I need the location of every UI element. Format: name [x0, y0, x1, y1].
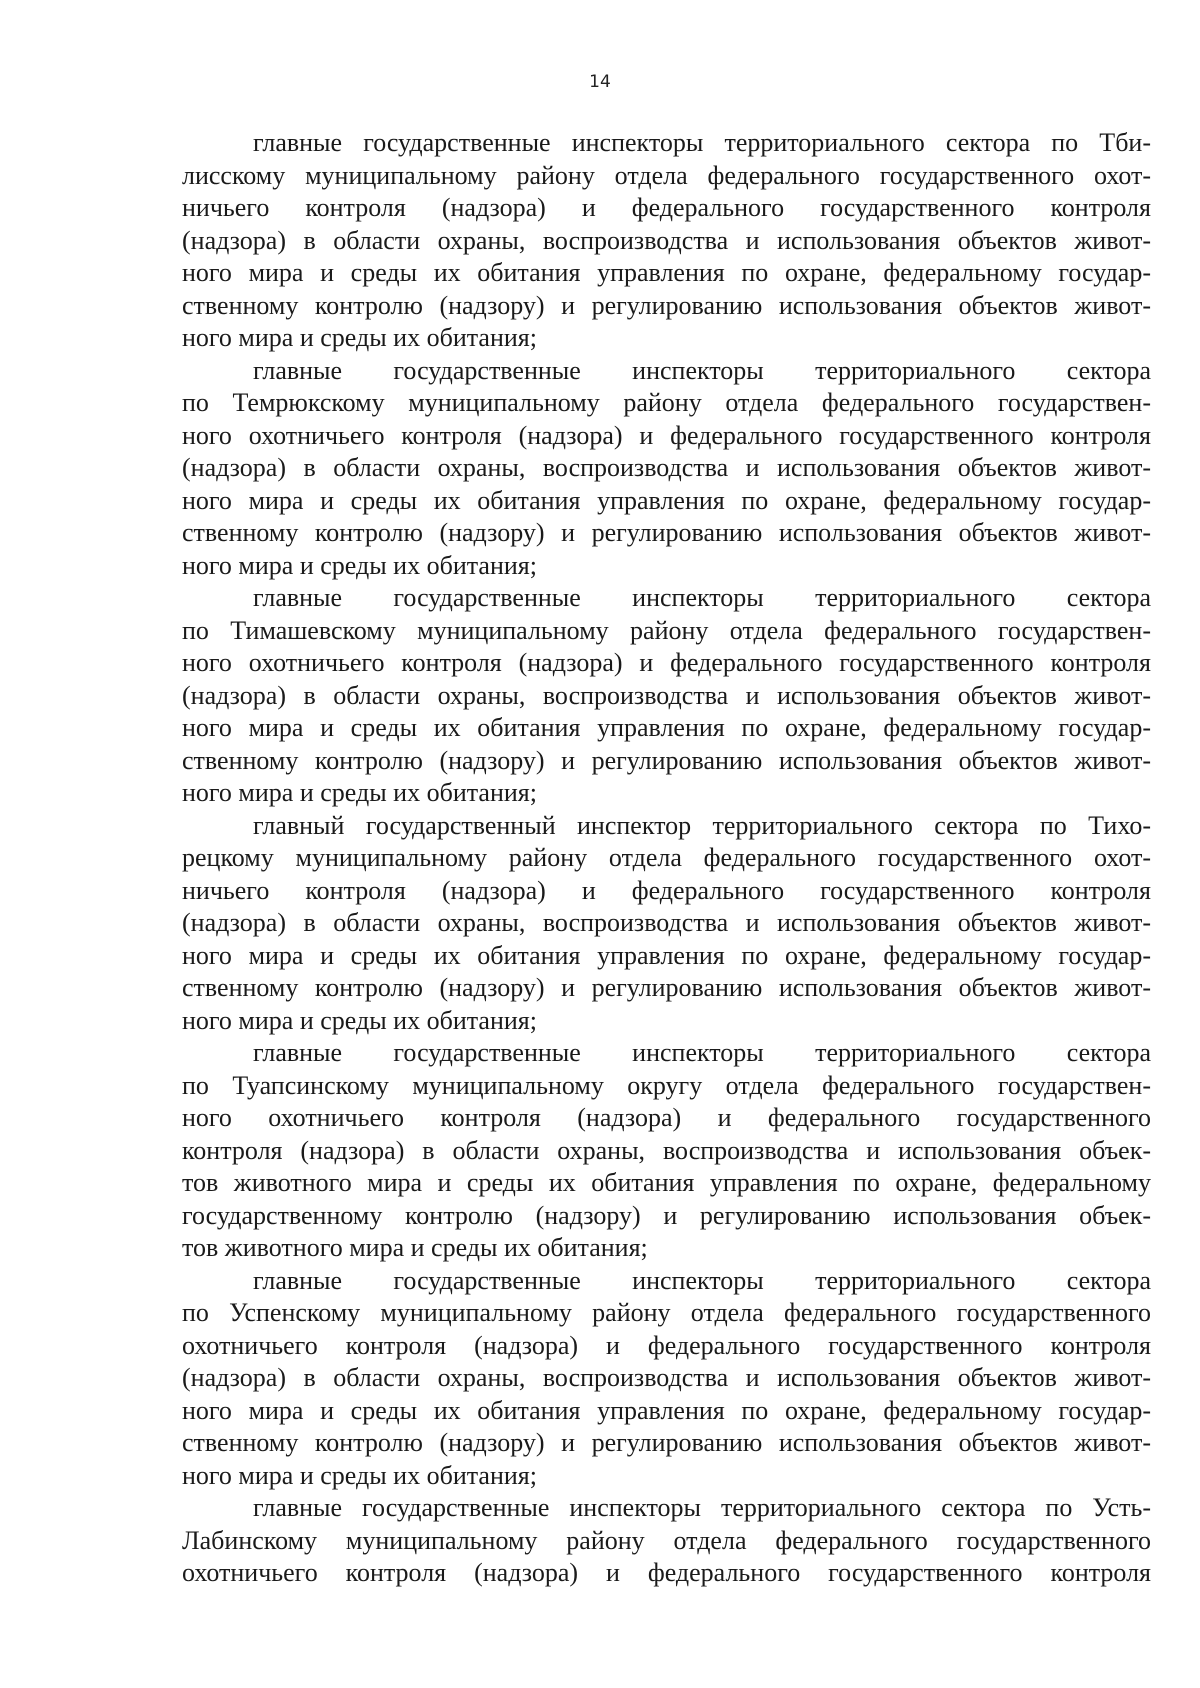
page-number: 14	[589, 72, 611, 92]
text-line: ного мира и среды их обитания;	[182, 323, 537, 352]
paragraph-ust-labinsky	[182, 1492, 1151, 1590]
text-line: ственному контролю (надзору) и регулированию использования объектов живот-	[182, 745, 1151, 775]
paragraph-temryuksky	[182, 355, 1151, 583]
text-line: главный государственный инспектор территориального сектора по Тихо-	[253, 810, 1151, 840]
paragraph-tbilissky	[182, 127, 1151, 355]
text-line: по Туапсинскому муниципальному округу отдела федерального государствен-	[182, 1070, 1151, 1100]
text-line: главные государственные инспекторы территориального сектора	[253, 1038, 1151, 1067]
paragraph-tuapsinsky	[182, 1037, 1151, 1265]
text-line: (надзора) в области охраны, воспроизводства и использования объектов живот-	[182, 225, 1151, 255]
text-line: тов животного мира и среды их обитания;	[182, 1233, 648, 1262]
text-line: по Успенскому муниципальному району отдела федерального государственного	[182, 1298, 1151, 1327]
text-line: ственному контролю (надзору) и регулированию использования объектов живот-	[182, 973, 1151, 1002]
paragraph-uspensky	[182, 1265, 1151, 1493]
text-line: главные государственные инспекторы территориального сектора	[253, 1265, 1151, 1295]
text-line: ного мира и среды их обитания;	[182, 550, 537, 580]
text-line: (надзора) в области охраны, воспроизводства и использования объектов живот-	[182, 1363, 1151, 1392]
text-line: контроля (надзора) в области охраны, воспроизводства и использования объек-	[182, 1135, 1151, 1165]
text-line: (надзора) в области охраны, воспроизводства и использования объектов живот-	[182, 680, 1151, 710]
text-line: главные государственные инспекторы территориального сектора по Тби-	[253, 128, 1151, 157]
text-line: ничьего контроля (надзора) и федерального государственного контроля	[182, 875, 1151, 905]
text-line: лисскому муниципальному району отдела федерального государственного охот-	[182, 160, 1151, 190]
text-line: ного охотничьего контроля (надзора) и федерального государственного контроля	[182, 648, 1151, 677]
text-line: ного охотничьего контроля (надзора) и федерального государственного	[182, 1103, 1151, 1132]
text-line: главные государственные инспекторы территориального сектора	[253, 355, 1151, 385]
text-line: Лабинскому муниципальному району отдела федерального государственного	[182, 1525, 1151, 1555]
text-line: по Темрюкскому муниципальному району отдела федерального государствен-	[182, 388, 1151, 417]
document-body	[182, 127, 1151, 1590]
text-line: охотничьего контроля (надзора) и федерального государственного контроля	[182, 1558, 1151, 1587]
text-line: государственному контролю (надзору) и регулированию использования объек-	[182, 1200, 1151, 1230]
text-line: ственному контролю (надзору) и регулированию использования объектов живот-	[182, 1428, 1151, 1457]
text-line: охотничьего контроля (надзора) и федерального государственного контроля	[182, 1330, 1151, 1360]
text-line: ничьего контроля (надзора) и федерального государственного контроля	[182, 193, 1151, 222]
text-line: главные государственные инспекторы территориального сектора по Усть-	[253, 1493, 1151, 1522]
text-line: ного мира и среды их обитания управления по охране, федеральному государ-	[182, 258, 1151, 287]
paragraph-tikhoretsky	[182, 810, 1151, 1038]
text-line: ного мира и среды их обитания управления по охране, федеральному государ-	[182, 713, 1151, 742]
text-line: рецкому муниципальному району отдела федерального государственного охот-	[182, 843, 1151, 872]
text-line: тов животного мира и среды их обитания управления по охране, федеральному	[182, 1168, 1151, 1197]
text-line: ного мира и среды их обитания управления по охране, федеральному государ-	[182, 940, 1151, 970]
text-line: ственному контролю (надзору) и регулированию использования объектов живот-	[182, 518, 1151, 547]
paragraph-timashevsky	[182, 582, 1151, 810]
text-line: ного мира и среды их обитания;	[182, 778, 537, 807]
text-line: ственному контролю (надзору) и регулированию использования объектов живот-	[182, 290, 1151, 320]
text-line: ного мира и среды их обитания управления по охране, федеральному государ-	[182, 485, 1151, 515]
text-line: ного охотничьего контроля (надзора) и федерального государственного контроля	[182, 420, 1151, 450]
text-line: (надзора) в области охраны, воспроизводства и использования объектов живот-	[182, 908, 1151, 937]
text-line: главные государственные инспекторы территориального сектора	[253, 583, 1151, 612]
text-line: по Тимашевскому муниципальному району отдела федерального государствен-	[182, 615, 1151, 645]
text-line: ного мира и среды их обитания;	[182, 1005, 537, 1035]
text-line: (надзора) в области охраны, воспроизводства и использования объектов живот-	[182, 453, 1151, 482]
text-line: ного мира и среды их обитания управления по охране, федеральному государ-	[182, 1395, 1151, 1425]
text-line: ного мира и среды их обитания;	[182, 1460, 537, 1490]
